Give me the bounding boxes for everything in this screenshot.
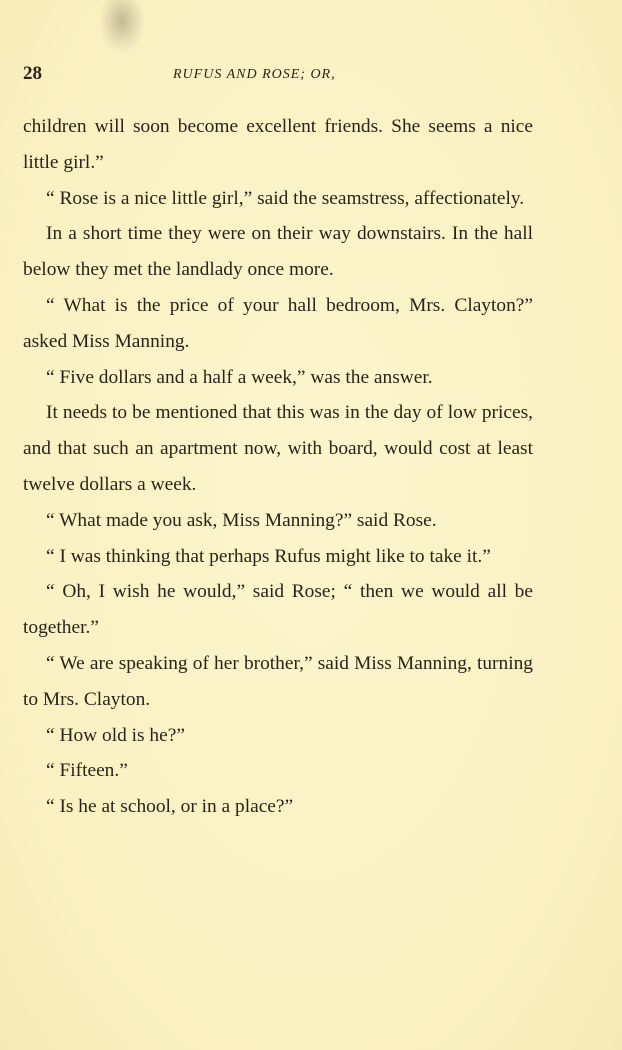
paragraph: In a short time they were on their way downstairs. In the hall below they met the landlady once more. [23, 223, 533, 281]
paragraph: “ How old is he?” [46, 724, 185, 746]
paragraph: “ We are speaking of her brother,” said Miss Manning, turning to Mrs. Clayton. [23, 652, 533, 710]
running-head: RUFUS AND ROSE; OR, [173, 67, 336, 82]
paragraph: “ Oh, I wish he would,” said Rose; “ then we would all be together.” [23, 581, 533, 639]
paragraph: “ Is he at school, or in a place?” [46, 796, 294, 818]
paragraph: “ I was thinking that perhaps Rufus might like to take it.” [46, 545, 491, 567]
page-smudge [100, 0, 144, 52]
paragraph: “ Rose is a nice little girl,” said the seamstress, affectionately. [46, 187, 525, 209]
body-text [23, 109, 533, 825]
paragraph: “ What is the price of your hall bedroom, Mrs. Clayton?” asked Miss Manning. [23, 294, 533, 352]
paragraph: It needs to be mentioned that this was in the day of low prices, and that such an apartment now, with board, would cost at least twelve dollars a week. [23, 402, 533, 495]
paragraph: children will soon become excellent friends. She seems a nice little girl.” [23, 116, 533, 173]
paragraph: “ Fifteen.” [46, 760, 128, 782]
page-header [23, 62, 538, 88]
paragraph: “ Five dollars and a half a week,” was the answer. [46, 366, 433, 388]
paragraph: “ What made you ask, Miss Manning?” said Rose. [46, 509, 437, 531]
page-number: 28 [23, 63, 42, 84]
